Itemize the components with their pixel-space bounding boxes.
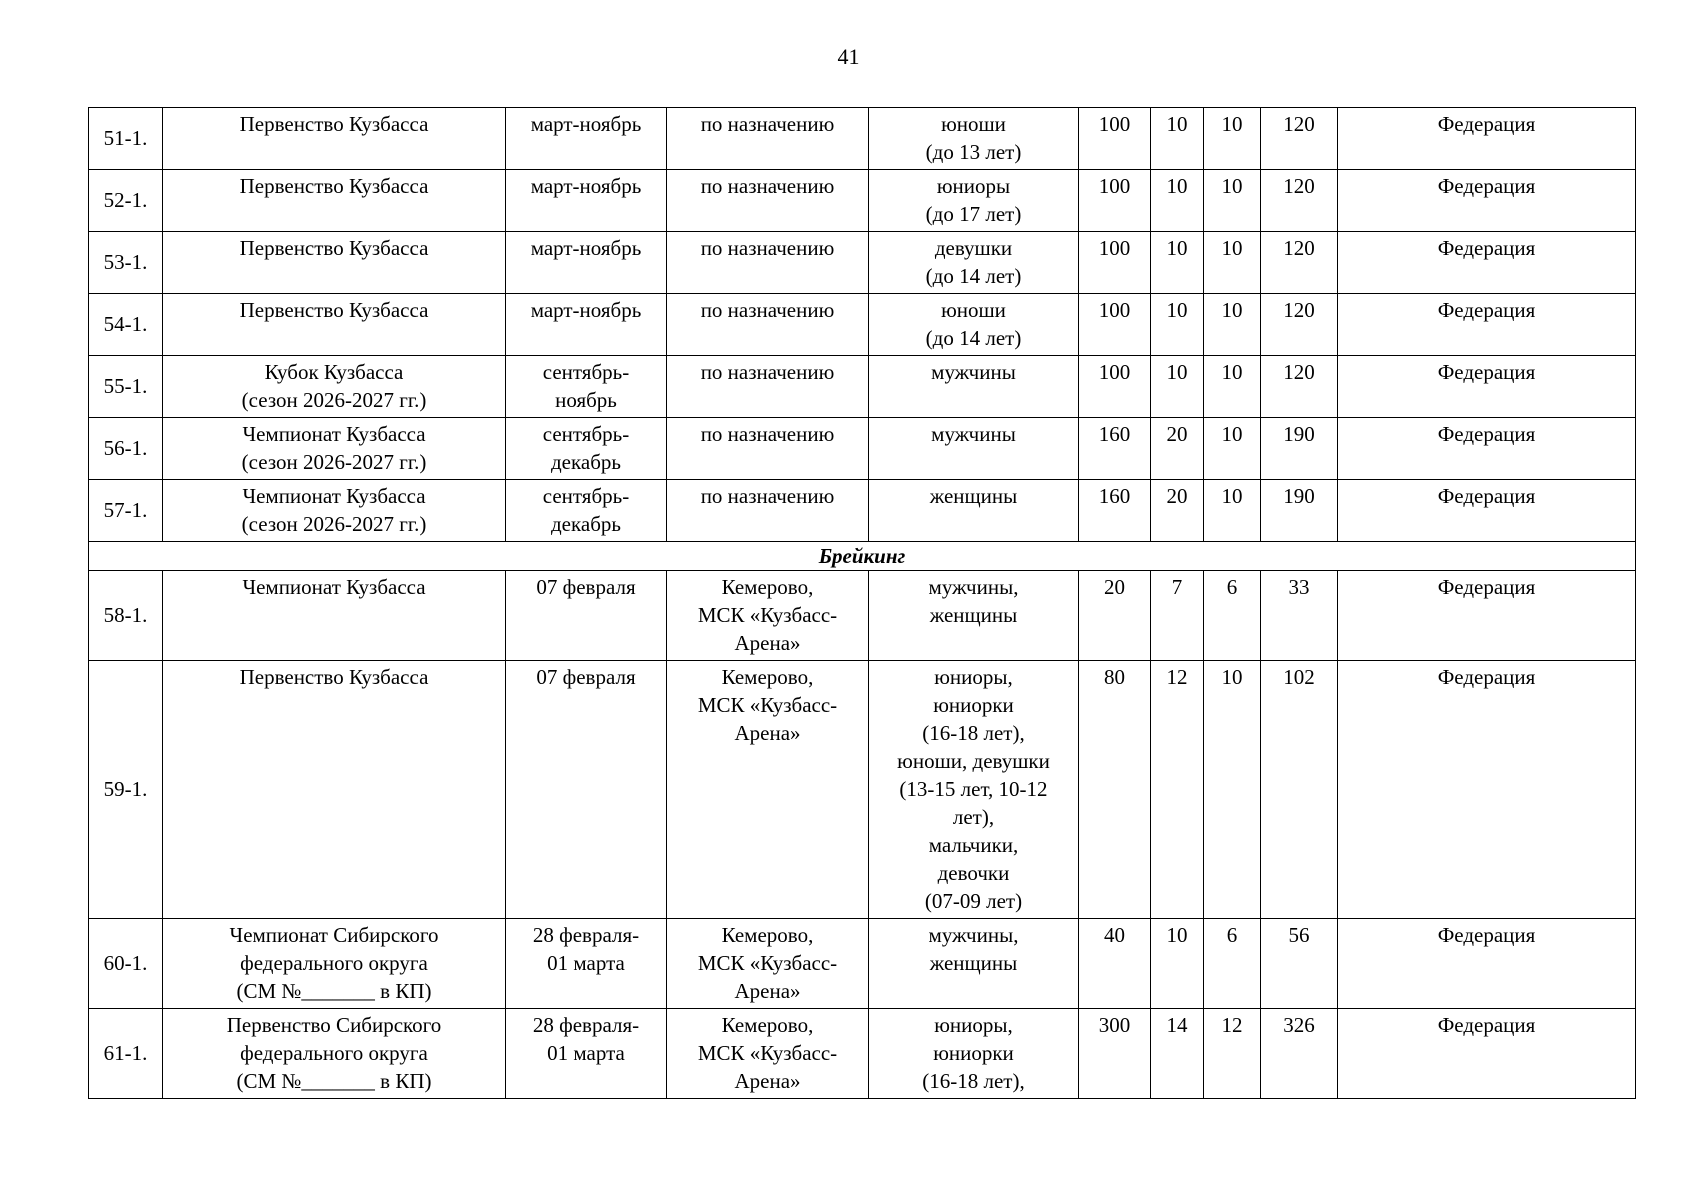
participants-cell: мужчины — [869, 418, 1079, 480]
count-2-cell: 7 — [1151, 571, 1204, 661]
page-number: 41 — [837, 44, 860, 69]
participants-cell: мужчины, женщины — [869, 571, 1079, 661]
table-row — [89, 571, 1636, 661]
event-name-cell: Первенство Кузбасса — [163, 108, 506, 170]
row-number-cell: 51-1. — [89, 108, 163, 170]
count-3-cell: 10 — [1204, 480, 1261, 542]
count-2-cell: 10 — [1151, 919, 1204, 1009]
count-3-cell: 10 — [1204, 294, 1261, 356]
count-3-cell: 10 — [1204, 170, 1261, 232]
dates-cell: сентябрь- декабрь — [506, 480, 667, 542]
dates-cell: март-ноябрь — [506, 232, 667, 294]
venue-cell: Кемерово, МСК «Кузбасс- Арена» — [667, 919, 869, 1009]
participants-cell: юниоры, юниорки (16-18 лет), юноши, девушки (13-15 лет, 10-12 лет), мальчики, девочки (07-09 лет) — [869, 661, 1079, 919]
section-title: Брейкинг — [89, 542, 1636, 571]
participants-cell: юноши (до 13 лет) — [869, 108, 1079, 170]
row-number-cell: 57-1. — [89, 480, 163, 542]
event-name-cell: Первенство Кузбасса — [163, 170, 506, 232]
event-name-cell: Чемпионат Кузбасса (сезон 2026-2027 гг.) — [163, 418, 506, 480]
section-header-row — [89, 542, 1636, 571]
count-2-cell: 10 — [1151, 232, 1204, 294]
venue-cell: по назначению — [667, 108, 869, 170]
organizer-cell: Федерация — [1338, 170, 1636, 232]
total-cell: 33 — [1261, 571, 1338, 661]
count-2-cell: 12 — [1151, 661, 1204, 919]
count-1-cell: 160 — [1079, 480, 1151, 542]
row-number-cell: 54-1. — [89, 294, 163, 356]
table-row — [89, 480, 1636, 542]
count-3-cell: 10 — [1204, 418, 1261, 480]
organizer-cell: Федерация — [1338, 418, 1636, 480]
count-2-cell: 14 — [1151, 1009, 1204, 1099]
participants-cell: девушки (до 14 лет) — [869, 232, 1079, 294]
count-3-cell: 6 — [1204, 571, 1261, 661]
dates-cell: 07 февраля — [506, 571, 667, 661]
count-1-cell: 100 — [1079, 356, 1151, 418]
row-number-cell: 52-1. — [89, 170, 163, 232]
table-row — [89, 232, 1636, 294]
participants-cell: мужчины — [869, 356, 1079, 418]
event-name-cell: Кубок Кузбасса (сезон 2026-2027 гг.) — [163, 356, 506, 418]
table-row — [89, 418, 1636, 480]
total-cell: 120 — [1261, 108, 1338, 170]
row-number-cell: 61-1. — [89, 1009, 163, 1099]
count-1-cell: 40 — [1079, 919, 1151, 1009]
row-number-cell: 56-1. — [89, 418, 163, 480]
total-cell: 120 — [1261, 232, 1338, 294]
table-row — [89, 1009, 1636, 1099]
venue-cell: по назначению — [667, 232, 869, 294]
count-3-cell: 12 — [1204, 1009, 1261, 1099]
organizer-cell: Федерация — [1338, 1009, 1636, 1099]
venue-cell: Кемерово, МСК «Кузбасс- Арена» — [667, 661, 869, 919]
table-body — [89, 108, 1636, 1099]
row-number-cell: 60-1. — [89, 919, 163, 1009]
event-name-cell: Чемпионат Кузбасса — [163, 571, 506, 661]
participants-cell: женщины — [869, 480, 1079, 542]
participants-cell: юниоры, юниорки (16-18 лет), — [869, 1009, 1079, 1099]
count-3-cell: 10 — [1204, 232, 1261, 294]
organizer-cell: Федерация — [1338, 661, 1636, 919]
table-row — [89, 294, 1636, 356]
event-name-cell: Первенство Кузбасса — [163, 294, 506, 356]
organizer-cell: Федерация — [1338, 356, 1636, 418]
count-2-cell: 20 — [1151, 418, 1204, 480]
row-number-cell: 59-1. — [89, 661, 163, 919]
total-cell: 120 — [1261, 170, 1338, 232]
row-number-cell: 55-1. — [89, 356, 163, 418]
dates-cell: март-ноябрь — [506, 108, 667, 170]
count-3-cell: 10 — [1204, 356, 1261, 418]
count-2-cell: 10 — [1151, 356, 1204, 418]
organizer-cell: Федерация — [1338, 480, 1636, 542]
row-number-cell: 58-1. — [89, 571, 163, 661]
count-1-cell: 100 — [1079, 232, 1151, 294]
participants-cell: мужчины, женщины — [869, 919, 1079, 1009]
total-cell: 190 — [1261, 480, 1338, 542]
dates-cell: 28 февраля- 01 марта — [506, 1009, 667, 1099]
count-3-cell: 10 — [1204, 108, 1261, 170]
participants-cell: юноши (до 14 лет) — [869, 294, 1079, 356]
organizer-cell: Федерация — [1338, 571, 1636, 661]
table-row — [89, 661, 1636, 919]
count-3-cell: 6 — [1204, 919, 1261, 1009]
total-cell: 120 — [1261, 356, 1338, 418]
table-row — [89, 170, 1636, 232]
dates-cell: март-ноябрь — [506, 294, 667, 356]
dates-cell: март-ноябрь — [506, 170, 667, 232]
count-1-cell: 100 — [1079, 294, 1151, 356]
count-1-cell: 160 — [1079, 418, 1151, 480]
event-name-cell: Первенство Сибирского федерального округа (СМ №_______ в КП) — [163, 1009, 506, 1099]
count-1-cell: 100 — [1079, 108, 1151, 170]
count-1-cell: 100 — [1079, 170, 1151, 232]
organizer-cell: Федерация — [1338, 108, 1636, 170]
total-cell: 326 — [1261, 1009, 1338, 1099]
event-name-cell: Первенство Кузбасса — [163, 232, 506, 294]
dates-cell: 07 февраля — [506, 661, 667, 919]
count-2-cell: 10 — [1151, 108, 1204, 170]
table-row — [89, 356, 1636, 418]
total-cell: 102 — [1261, 661, 1338, 919]
venue-cell: по назначению — [667, 418, 869, 480]
event-name-cell: Чемпионат Сибирского федерального округа (СМ №_______ в КП) — [163, 919, 506, 1009]
total-cell: 56 — [1261, 919, 1338, 1009]
total-cell: 190 — [1261, 418, 1338, 480]
dates-cell: сентябрь- декабрь — [506, 418, 667, 480]
count-2-cell: 20 — [1151, 480, 1204, 542]
venue-cell: по назначению — [667, 480, 869, 542]
count-1-cell: 80 — [1079, 661, 1151, 919]
venue-cell: Кемерово, МСК «Кузбасс- Арена» — [667, 1009, 869, 1099]
count-1-cell: 20 — [1079, 571, 1151, 661]
venue-cell: по назначению — [667, 356, 869, 418]
organizer-cell: Федерация — [1338, 919, 1636, 1009]
table-row — [89, 108, 1636, 170]
row-number-cell: 53-1. — [89, 232, 163, 294]
organizer-cell: Федерация — [1338, 294, 1636, 356]
count-2-cell: 10 — [1151, 294, 1204, 356]
event-name-cell: Первенство Кузбасса — [163, 661, 506, 919]
count-3-cell: 10 — [1204, 661, 1261, 919]
venue-cell: по назначению — [667, 294, 869, 356]
organizer-cell: Федерация — [1338, 232, 1636, 294]
count-1-cell: 300 — [1079, 1009, 1151, 1099]
participants-cell: юниоры (до 17 лет) — [869, 170, 1079, 232]
total-cell: 120 — [1261, 294, 1338, 356]
dates-cell: 28 февраля- 01 марта — [506, 919, 667, 1009]
events-table — [88, 107, 1636, 1099]
dates-cell: сентябрь- ноябрь — [506, 356, 667, 418]
table-row — [89, 919, 1636, 1009]
event-name-cell: Чемпионат Кузбасса (сезон 2026-2027 гг.) — [163, 480, 506, 542]
count-2-cell: 10 — [1151, 170, 1204, 232]
venue-cell: Кемерово, МСК «Кузбасс- Арена» — [667, 571, 869, 661]
venue-cell: по назначению — [667, 170, 869, 232]
